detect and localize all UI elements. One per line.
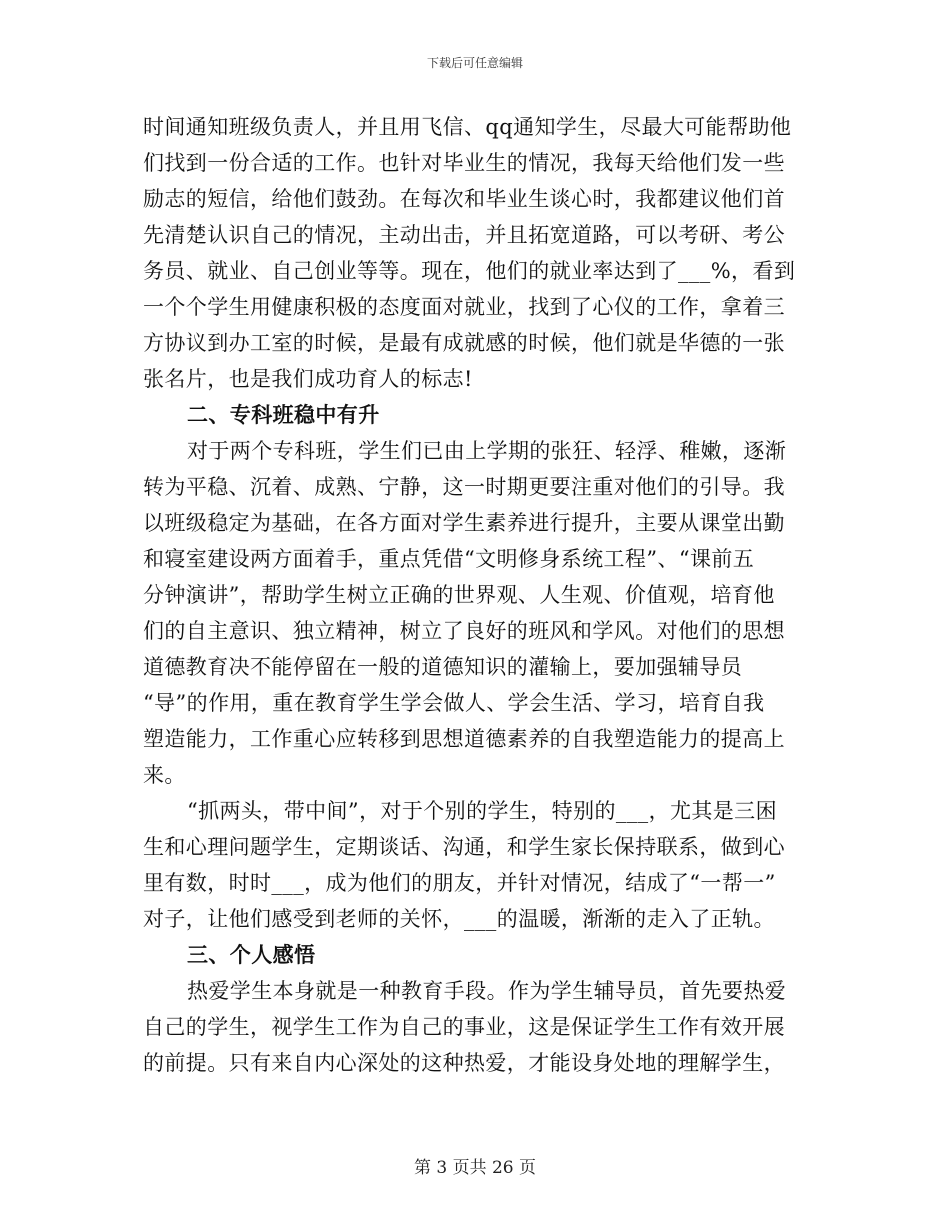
text-line: 们找到一份合适的工作。也针对毕业生的情况，我每天给他们发一些	[143, 151, 785, 175]
section-heading: 二、专科班稳中有升	[187, 402, 380, 427]
text-line: 来。	[143, 763, 186, 787]
page-footer: 第 3 页共 26 页	[413, 1158, 537, 1178]
text-line: 张名片，也是我们成功育人的标志!	[143, 367, 473, 391]
page-header: 下载后可任意编辑	[426, 56, 523, 70]
text-line: 道德教育决不能停留在一般的道德知识的灌输上，要加强辅导员	[143, 655, 743, 679]
document-body	[143, 109, 808, 1081]
text-line: 对子，让他们感受到老师的关怀，___的温暖，渐渐的走入了正轨。	[143, 907, 775, 931]
section-heading: 三、个人感悟	[187, 942, 316, 967]
text-line: 生和心理问题学生，定期谈话、沟通，和学生家长保持联系，做到心	[143, 835, 785, 859]
text-line: 时间通知班级负责人，并且用飞信、qq通知学生，尽最大可能帮助他	[143, 115, 792, 139]
text-line: 务员、就业、自己创业等等。现在，他们的就业率达到了___%，看到	[143, 259, 796, 283]
text-line: 们的自主意识、独立精神，树立了良好的班风和学风。对他们的思想	[143, 619, 785, 643]
text-line: 和寝室建设两方面着手，重点凭借“文明修身系统工程”、“课前五	[143, 547, 755, 571]
text-line: 里有数，时时___，成为他们的朋友，并针对情况，结成了“一帮一”	[143, 871, 776, 895]
text-line: 励志的短信，给他们鼓劲。在每次和毕业生谈心时，我都建议他们首	[143, 187, 785, 211]
text-line: 以班级稳定为基础，在各方面对学生素养进行提升，主要从课堂出勤	[143, 511, 785, 535]
text-line: 一个个学生用健康积极的态度面对就业，找到了心仪的工作，拿着三	[143, 295, 785, 319]
text-line: 塑造能力，工作重心应转移到思想道德素养的自我塑造能力的提高上	[143, 727, 785, 751]
text-line: “导”的作用，重在教育学生学会做人、学会生活、学习，培育自我	[143, 691, 765, 715]
text-line: 热爱学生本身就是一种教育手段。作为学生辅导员，首先要热爱	[187, 979, 787, 1003]
text-line: “抓两头，带中间”，对于个别的学生，特别的___，尤其是三困	[187, 799, 777, 823]
paragraph	[143, 109, 808, 397]
text-line: 自己的学生，视学生工作为自己的事业，这是保证学生工作有效开展	[143, 1015, 785, 1039]
paragraph	[143, 973, 808, 1081]
text-line: 的前提。只有来自内心深处的这种热爱，才能设身处地的理解学生，	[143, 1051, 785, 1075]
text-line: 方协议到办工室的时候，是最有成就感的时候，他们就是华德的一张	[143, 331, 785, 355]
text-line: 先清楚认识自己的情况，主动出击，并且拓宽道路，可以考研、考公	[143, 223, 785, 247]
paragraph	[143, 433, 808, 793]
paragraph	[143, 793, 808, 937]
text-line: 转为平稳、沉着、成熟、宁静，这一时期更要注重对他们的引导。我	[143, 475, 785, 499]
text-line: 对于两个专科班，学生们已由上学期的张狂、轻浮、稚嫩，逐渐	[187, 439, 787, 463]
text-line: 分钟演讲”，帮助学生树立正确的世界观、人生观、价值观，培育他	[143, 583, 775, 607]
